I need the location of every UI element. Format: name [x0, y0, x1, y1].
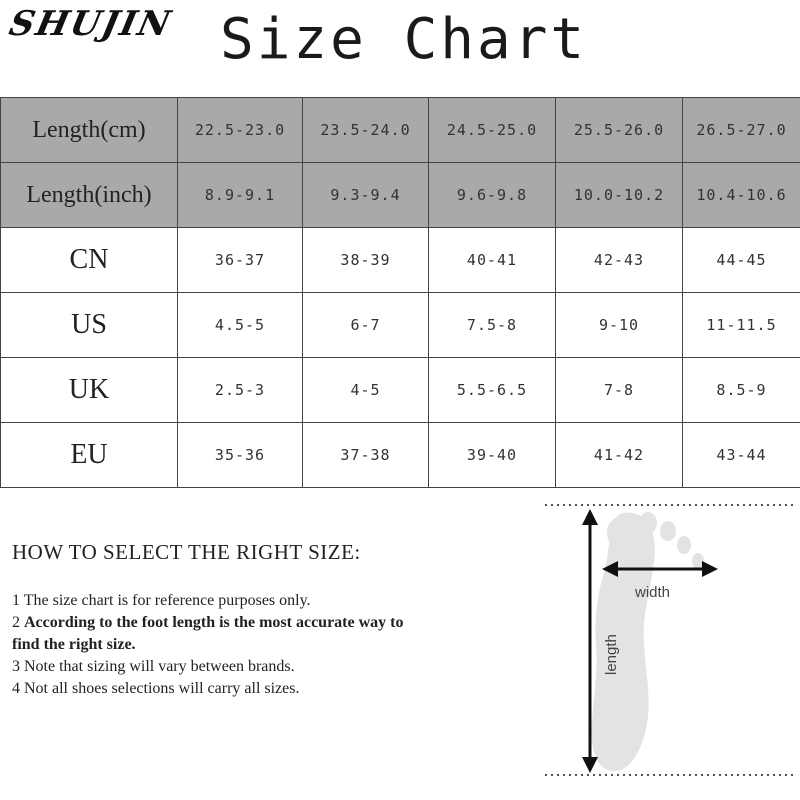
note-number: 4: [12, 680, 20, 697]
note-number: 2: [12, 614, 20, 631]
table-cell: 22.5-23.0: [178, 98, 303, 163]
table-cell: 42-43: [556, 228, 683, 293]
note-number: 1: [12, 592, 20, 609]
table-cell: 9.3-9.4: [303, 163, 429, 228]
row-label: CN: [1, 228, 178, 293]
row-label: EU: [1, 423, 178, 488]
table-row-length-cm: [1, 98, 800, 163]
table-row-eu: [1, 423, 800, 488]
table-cell: 43-44: [683, 423, 800, 488]
note-number: 3: [12, 658, 20, 675]
table-cell: 23.5-24.0: [303, 98, 429, 163]
table-cell: 9-10: [556, 293, 683, 358]
table-cell: 37-38: [303, 423, 429, 488]
note-item: [12, 678, 412, 700]
table-cell: 35-36: [178, 423, 303, 488]
table-row-length-inch: [1, 163, 800, 228]
table-cell: 4.5-5: [178, 293, 303, 358]
note-item: [12, 612, 412, 656]
table-cell: 40-41: [429, 228, 556, 293]
table-cell: 9.6-9.8: [429, 163, 556, 228]
note-text: According to the foot length is the most accurate way to find the right size.: [12, 614, 404, 653]
table-cell: 2.5-3: [178, 358, 303, 423]
howto-heading: HOW TO SELECT THE RIGHT SIZE:: [12, 540, 361, 564]
table-row-us: [1, 293, 800, 358]
brand-logo: SHUJIN: [5, 4, 176, 44]
note-text: The size chart is for reference purposes only.: [23, 592, 311, 609]
table-cell: 8.5-9: [683, 358, 800, 423]
table-cell: 25.5-26.0: [556, 98, 683, 163]
width-label: width: [635, 584, 671, 601]
length-label: length: [603, 634, 620, 675]
table-cell: 26.5-27.0: [683, 98, 800, 163]
notes-list: [12, 590, 412, 700]
note-item: [12, 590, 412, 612]
table-cell: 8.9-9.1: [178, 163, 303, 228]
table-cell: 7.5-8: [429, 293, 556, 358]
page-title: Size Chart: [220, 7, 588, 72]
table-cell: 39-40: [429, 423, 556, 488]
row-label: Length(inch): [1, 163, 178, 228]
table-cell: 41-42: [556, 423, 683, 488]
table-row-cn: [1, 228, 800, 293]
table-cell: 4-5: [303, 358, 429, 423]
row-label: Length(cm): [1, 98, 178, 163]
table-cell: 10.4-10.6: [683, 163, 800, 228]
row-label: UK: [1, 358, 178, 423]
foot-diagram: [540, 495, 800, 795]
size-table: [0, 97, 800, 488]
note-item: [12, 656, 412, 678]
table-cell: 24.5-25.0: [429, 98, 556, 163]
row-label: US: [1, 293, 178, 358]
table-cell: 6-7: [303, 293, 429, 358]
table-cell: 36-37: [178, 228, 303, 293]
table-cell: 38-39: [303, 228, 429, 293]
table-cell: 11-11.5: [683, 293, 800, 358]
table-cell: 7-8: [556, 358, 683, 423]
table-cell: 5.5-6.5: [429, 358, 556, 423]
note-text: Note that sizing will vary between brands.: [24, 658, 295, 675]
table-cell: 44-45: [683, 228, 800, 293]
table-row-uk: [1, 358, 800, 423]
table-cell: 10.0-10.2: [556, 163, 683, 228]
note-text: Not all shoes selections will carry all sizes.: [24, 680, 300, 697]
